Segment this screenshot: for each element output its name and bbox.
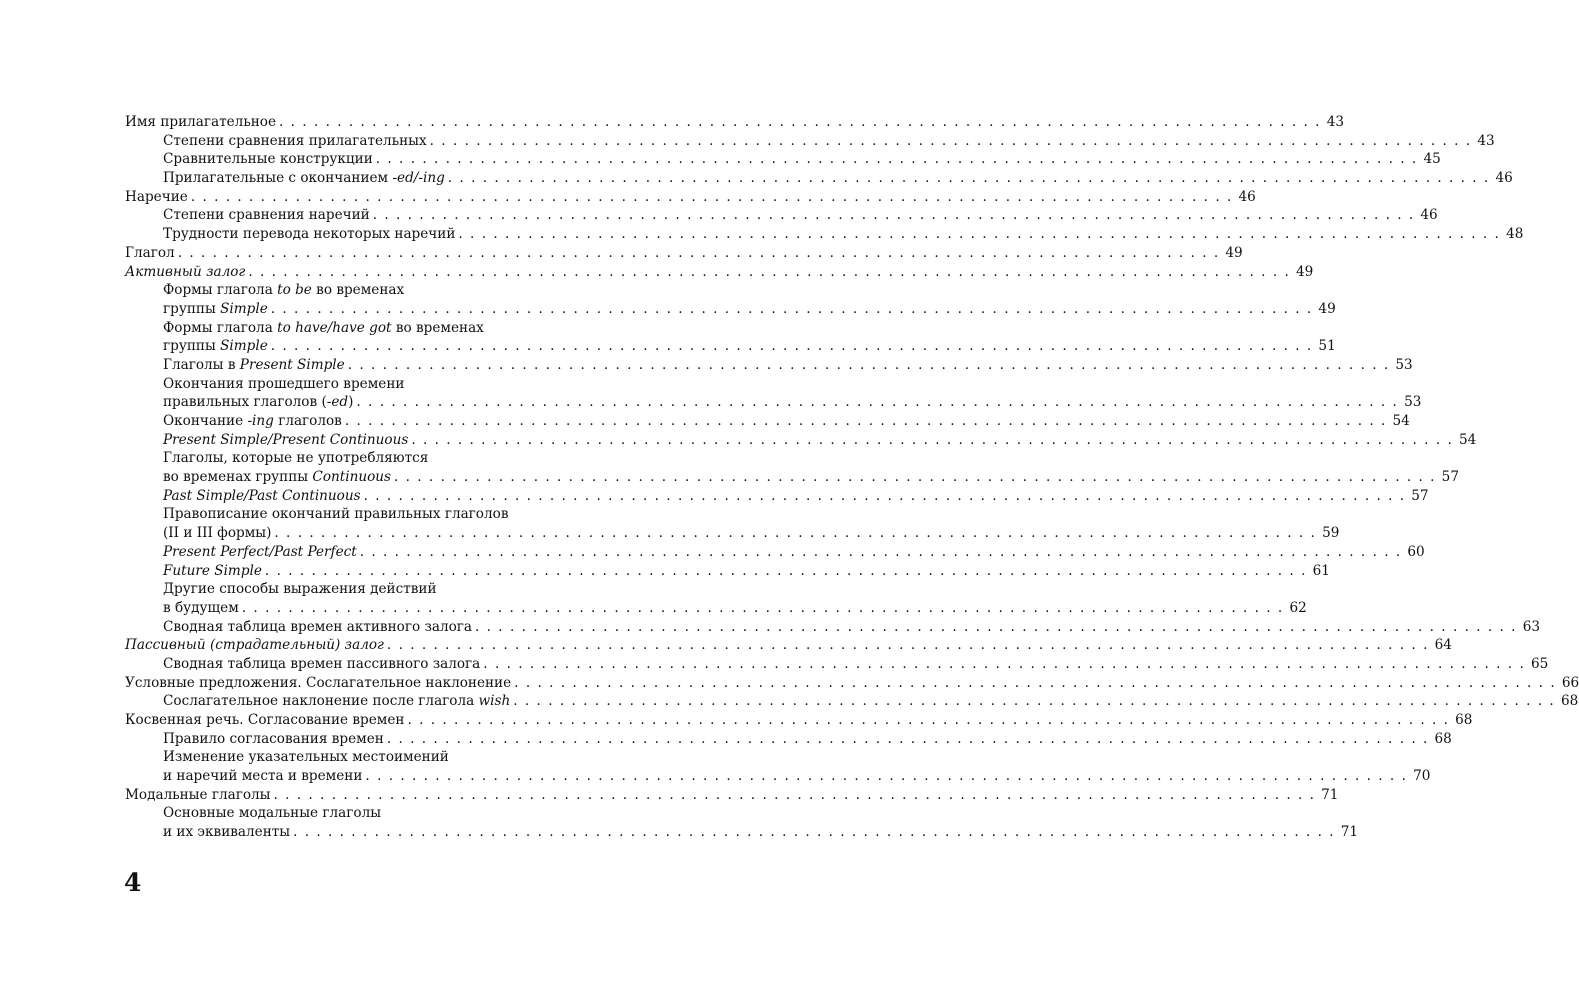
toc-entry [125, 319, 609, 338]
toc-entry-title [125, 113, 276, 132]
toc-entry-title [125, 786, 270, 805]
toc-entry-title [163, 487, 361, 506]
toc-entry-title-part: в будущем [163, 599, 239, 616]
toc-entry-page: 49 [1318, 300, 1336, 317]
toc-entry-title-part: wish [478, 693, 511, 710]
toc-entry-title-part: Simple [220, 338, 268, 355]
toc-entry [125, 636, 1452, 655]
toc-entry-page: 53 [1395, 356, 1413, 373]
toc-entry-title-part: Модальные глаголы [125, 786, 271, 803]
toc-entry-page: 46 [1238, 188, 1256, 205]
toc-entry [125, 618, 1540, 637]
toc-entry-title [163, 300, 268, 319]
toc-entry-title-part: Глаголы в [163, 356, 240, 373]
toc-entry-title [163, 412, 342, 431]
toc-entry [125, 786, 1339, 805]
toc-entry-title-part: Сравнительные конструкции [163, 151, 373, 168]
toc-entry-title [125, 188, 188, 207]
toc-entry-title-part: Сослагательное наклонение после глагола [163, 693, 479, 710]
toc-entry-title [163, 655, 480, 674]
toc-entry-page: 57 [1411, 487, 1429, 504]
toc-entry-page: 43 [1477, 132, 1495, 149]
toc-entry-page: 62 [1289, 599, 1307, 616]
toc-entry-page: 49 [1225, 244, 1243, 261]
toc-leader-dots: . . . . . . . . . . . . . . . . . . . . . . . . . . . . . . . . . . . . . . . . . . . . . . . . . . . . . . . . . . . . . . . . . . . . . . . . . . . . . . . . . . . . . . . . . . [483, 655, 1526, 672]
toc-entry-title-part: Основные модальные глаголы [163, 805, 382, 822]
toc-entry-page: 49 [1295, 263, 1314, 280]
toc-entry-title-part: (II и III формы) [163, 525, 272, 542]
toc-entry-title-part: Другие способы выражения действий [163, 581, 437, 598]
toc-leader-dots: . . . . . . . . . . . . . . . . . . . . . . . . . . . . . . . . . . . . . . . . . . . . . . . . . . . . . . . . . . . . . . . . . . . . . . . . . . . . . . . . . . . . . . . . . . [407, 712, 1450, 728]
toc-entry-title-part: ) [348, 394, 354, 411]
toc-entry-title-part: Правило согласования времен [163, 730, 384, 747]
toc-entry-title-part: Степени сравнения наречий [163, 207, 370, 224]
toc-entry-title [125, 711, 404, 730]
toc-entry-title [163, 431, 408, 450]
toc-entry [125, 244, 1243, 263]
toc-entry-page: 61 [1312, 562, 1330, 579]
toc-entry-title-part: Continuous [312, 469, 391, 486]
toc-entry-title [163, 319, 484, 338]
toc-entry [125, 692, 1579, 711]
toc-leader-dots: . . . . . . . . . . . . . . . . . . . . . . . . . . . . . . . . . . . . . . . . . . . . . . . . . . . . . . . . . . . . . . . . . . . . . . . . . . . . . . . . . . . . . . . . . . [447, 170, 1490, 187]
toc-entry-page: 54 [1392, 413, 1410, 429]
toc-entry-title [163, 150, 373, 169]
toc-leader-dots: . . . . . . . . . . . . . . . . . . . . . . . . . . . . . . . . . . . . . . . . . . . . . . . . . . . . . . . . . . . . . . . . . . . . . . . . . . . . . . . . . . . . . . . . . . [365, 768, 1408, 785]
toc-entry-title [163, 804, 381, 823]
toc-entry-title [163, 468, 391, 487]
toc-entry [125, 169, 1513, 188]
toc-entry-title-part: Пассивный (страдательный) залог [125, 637, 384, 654]
toc-entry [125, 412, 1410, 431]
toc-entry-title [163, 730, 384, 749]
toc-entry [125, 225, 1524, 244]
toc-entry-title-part: Формы глагола [163, 319, 278, 336]
toc-entry-page: 48 [1506, 226, 1524, 243]
toc-entry [125, 524, 1340, 543]
toc-entry-page: 63 [1522, 618, 1540, 635]
toc-entry-page: 46 [1495, 170, 1513, 187]
toc-leader-dots: . . . . . . . . . . . . . . . . . . . . . . . . . . . . . . . . . . . . . . . . . . . . . . . . . . . . . . . . . . . . . . . . . . . . . . . . . . . . . . . . . . . . . . . . . . [513, 693, 1556, 710]
toc-leader-dots: . . . . . . . . . . . . . . . . . . . . . . . . . . . . . . . . . . . . . . . . . . . . . . . . . . . . . . . . . . . . . . . . . . . . . . . . . . . . . . . . . . . . . . . . . . [372, 207, 1415, 224]
toc-entry-page: 65 [1530, 655, 1549, 672]
toc-entry-title-part: Формы глагола [163, 282, 278, 299]
toc-entry [125, 767, 1431, 786]
toc-leader-dots: . . . . . . . . . . . . . . . . . . . . . . . . . . . . . . . . . . . . . . . . . . . . . . . . . . . . . . . . . . . . . . . . . . . . . . . . . . . . . . . . . . . . . . . . . . [475, 618, 1517, 635]
toc-entry-title-part: группы [163, 338, 221, 355]
toc-entry [125, 711, 1473, 730]
toc-entry [125, 468, 1459, 487]
toc-entry-title-part: Глаголы, которые не употребляются [163, 450, 429, 467]
toc-entry-page: 57 [1441, 469, 1459, 486]
toc-entry-title-part: Прилагательные с окончанием [163, 170, 393, 187]
toc-entry-title-part: Имя прилагательное [125, 114, 277, 130]
toc-entry-title [163, 356, 345, 375]
toc-entry-title-part: во временах [311, 282, 405, 299]
toc-entry-title-part: -ing [247, 413, 274, 429]
toc-entry-page: 46 [1420, 207, 1438, 224]
toc-leader-dots: . . . . . . . . . . . . . . . . . . . . . . . . . . . . . . . . . . . . . . . . . . . . . . . . . . . . . . . . . . . . . . . . . . . . . . . . . . . . . . . . . . . . . . . . . . [293, 824, 1336, 841]
toc-entry-title-part: правильных глаголов ( [163, 394, 327, 411]
toc-entry [125, 748, 609, 767]
toc-entry [125, 449, 609, 468]
toc-leader-dots: . . . . . . . . . . . . . . . . . . . . . . . . . . . . . . . . . . . . . . . . . . . . . . . . . . . . . . . . . . . . . . . . . . . . . . . . . . . . . . . . . . . . . . . . . . [270, 300, 1313, 317]
toc-entry [125, 206, 1438, 225]
toc-leader-dots: . . . . . . . . . . . . . . . . . . . . . . . . . . . . . . . . . . . . . . . . . . . . . . . . . . . . . . . . . . . . . . . . . . . . . . . . . . . . . . . . . . . . . . . . . . [273, 786, 1316, 803]
toc-entry [125, 599, 1307, 618]
toc-leader-dots: . . . . . . . . . . . . . . . . . . . . . . . . . . . . . . . . . . . . . . . . . . . . . . . . . . . . . . . . . . . . . . . . . . . . . . . . . . . . . . . . . . . . . . . . . . [429, 132, 1472, 149]
toc-entry-title [163, 692, 510, 711]
toc-entry-title-part: Косвенная речь. Согласование времен [125, 712, 405, 728]
toc-entry-title [163, 823, 290, 842]
toc-leader-dots: . . . . . . . . . . . . . . . . . . . . . . . . . . . . . . . . . . . . . . . . . . . . . . . . . . . . . . . . . . . . . . . . . . . . . . . . . . . . . . . . . . . . . . . . . . [363, 487, 1406, 504]
toc-entry [125, 804, 609, 823]
toc-entry [125, 375, 609, 394]
toc-entry-title-part: Окончание [163, 413, 248, 429]
toc-leader-dots: . . . . . . . . . . . . . . . . . . . . . . . . . . . . . . . . . . . . . . . . . . . . . . . . . . . . . . . . . . . . . . . . . . . . . . . . . . . . . . . . . . . . . . . . . . [274, 525, 1317, 542]
toc-leader-dots: . . . . . . . . . . . . . . . . . . . . . . . . . . . . . . . . . . . . . . . . . . . . . . . . . . . . . . . . . . . . . . . . . . . . . . . . . . . . . . . . . . . . . . . . . . [514, 674, 1557, 691]
toc-entry-title-part: -ed/-ing [392, 170, 445, 187]
toc-leader-dots: . . . . . . . . . . . . . . . . . . . . . . . . . . . . . . . . . . . . . . . . . . . . . . . . . . . . . . . . . . . . . . . . . . . . . . . . . . . . . . . . . . . . . . . . . . [190, 188, 1233, 205]
toc-leader-dots: . . . . . . . . . . . . . . . . . . . . . . . . . . . . . . . . . . . . . . . . . . . . . . . . . . . . . . . . . . . . . . . . . . . . . . . . . . . . . . . . . . . . . . . . . . [344, 413, 1387, 429]
toc-entry-title [163, 580, 437, 599]
toc-entry-page: 54 [1458, 431, 1477, 448]
toc-entry [125, 505, 609, 524]
toc-leader-dots: . . . . . . . . . . . . . . . . . . . . . . . . . . . . . . . . . . . . . . . . . . . . . . . . . . . . . . . . . . . . . . . . . . . . . . . . . . . . . . . . . . . . . . . . . . [375, 151, 1418, 168]
toc-entry-title-part: Past Simple/Past Continuous [163, 487, 361, 504]
toc-entry-title [163, 543, 357, 562]
toc-entry-page: 68 [1434, 730, 1452, 747]
toc-entry-page: 64 [1434, 637, 1452, 654]
toc-entry-title-part: Окончания прошедшего времени [163, 375, 405, 392]
toc-leader-dots: . . . . . . . . . . . . . . . . . . . . . . . . . . . . . . . . . . . . . . . . . . . . . . . . . . . . . . . . . . . . . . . . . . . . . . . . . . . . . . . . . . . . . . . . . . [248, 263, 1291, 280]
toc-entry-page: 43 [1326, 114, 1344, 130]
toc-entry-title-part: Правописание окончаний правильных глаголов [163, 506, 509, 523]
toc-entry-page: 70 [1413, 768, 1431, 785]
toc-entry [125, 823, 1359, 842]
toc-entry [125, 562, 1330, 581]
toc-entry-title-part: во временах группы [163, 469, 313, 486]
toc-entry-title [163, 505, 508, 524]
toc-entry-title [125, 263, 245, 282]
toc-leader-dots: . . . . . . . . . . . . . . . . . . . . . . . . . . . . . . . . . . . . . . . . . . . . . . . . . . . . . . . . . . . . . . . . . . . . . . . . . . . . . . . . . . . . . . . . . . [386, 730, 1429, 747]
toc-leader-dots: . . . . . . . . . . . . . . . . . . . . . . . . . . . . . . . . . . . . . . . . . . . . . . . . . . . . . . . . . . . . . . . . . . . . . . . . . . . . . . . . . . . . . . . . . . [279, 114, 1321, 130]
toc-entry [125, 337, 1336, 356]
toc-entry-title [163, 206, 370, 225]
toc-entry-page: 66 [1561, 674, 1579, 691]
toc-entry-title-part: to be [277, 282, 312, 299]
toc-leader-dots: . . . . . . . . . . . . . . . . . . . . . . . . . . . . . . . . . . . . . . . . . . . . . . . . . . . . . . . . . . . . . . . . . . . . . . . . . . . . . . . . . . . . . . . . . . [270, 338, 1313, 355]
toc-entry-title [163, 169, 445, 188]
toc-leader-dots: . . . . . . . . . . . . . . . . . . . . . . . . . . . . . . . . . . . . . . . . . . . . . . . . . . . . . . . . . . . . . . . . . . . . . . . . . . . . . . . . . . . . . . . . . . [241, 599, 1284, 616]
toc-entry-title [163, 748, 449, 767]
toc-leader-dots: . . . . . . . . . . . . . . . . . . . . . . . . . . . . . . . . . . . . . . . . . . . . . . . . . . . . . . . . . . . . . . . . . . . . . . . . . . . . . . . . . . . . . . . . . . [264, 562, 1307, 579]
toc-entry-title-part: Наречие [125, 188, 188, 205]
toc-entry-page: 68 [1560, 693, 1579, 710]
toc-entry-title [163, 281, 404, 300]
toc-entry-title-part: Future Simple [163, 562, 262, 579]
toc-entry-page: 68 [1455, 712, 1473, 728]
toc-entry-title-part: группы [163, 300, 221, 317]
table-of-contents [125, 113, 1579, 842]
toc-entry-title-part: to have/have got [277, 319, 392, 336]
toc-entry-title [163, 524, 271, 543]
toc-entry-page: 51 [1318, 338, 1336, 355]
toc-entry [125, 730, 1452, 749]
page-number: 4 [124, 868, 142, 897]
toc-entry-title-part: Условные предложения. Сослагательное наклонение [125, 674, 512, 691]
toc-entry [125, 431, 1477, 450]
toc-entry [125, 674, 1579, 693]
toc-entry [125, 188, 1256, 207]
toc-entry-title-part: Present Simple [239, 356, 345, 373]
toc-entry [125, 300, 1336, 319]
toc-entry-title [163, 225, 455, 244]
toc-entry-title-part: Степени сравнения прилагательных [163, 132, 427, 149]
toc-entry [125, 150, 1441, 169]
toc-entry-title-part: во временах [391, 319, 484, 336]
toc-entry-title [163, 562, 262, 581]
toc-entry-title [163, 767, 362, 786]
toc-entry-title [163, 375, 404, 394]
toc-entry [125, 356, 1413, 375]
toc-entry [125, 263, 1314, 282]
toc-leader-dots: . . . . . . . . . . . . . . . . . . . . . . . . . . . . . . . . . . . . . . . . . . . . . . . . . . . . . . . . . . . . . . . . . . . . . . . . . . . . . . . . . . . . . . . . . . [347, 356, 1390, 373]
toc-entry-title [125, 636, 384, 655]
toc-entry-title-part: Активный залог [125, 263, 246, 280]
toc-entry-title [163, 337, 268, 356]
toc-entry-title-part: -ed [326, 394, 349, 411]
toc-entry [125, 393, 1422, 412]
toc-entry-title [163, 132, 427, 151]
toc-entry-page: 71 [1321, 786, 1339, 803]
toc-entry [125, 113, 1344, 132]
toc-leader-dots: . . . . . . . . . . . . . . . . . . . . . . . . . . . . . . . . . . . . . . . . . . . . . . . . . . . . . . . . . . . . . . . . . . . . . . . . . . . . . . . . . . . . . . . . . . [356, 394, 1399, 411]
toc-entry [125, 543, 1425, 562]
toc-entry-title-part: Present Simple/Present Continuous [163, 431, 409, 448]
toc-entry-title-part: и наречий места и времени [163, 768, 363, 785]
toc-entry [125, 487, 1429, 506]
toc-entry-title-part: Present Perfect/Past Perfect [163, 543, 357, 560]
toc-entry-title [163, 618, 472, 637]
toc-entry [125, 132, 1495, 151]
toc-entry-title-part: и их эквиваленты [163, 824, 291, 841]
toc-entry-title-part: Изменение указательных местоимений [163, 749, 449, 766]
toc-entry-title [163, 599, 239, 618]
toc-entry-title [163, 449, 428, 468]
toc-leader-dots: . . . . . . . . . . . . . . . . . . . . . . . . . . . . . . . . . . . . . . . . . . . . . . . . . . . . . . . . . . . . . . . . . . . . . . . . . . . . . . . . . . . . . . . . . . [359, 543, 1402, 560]
toc-leader-dots: . . . . . . . . . . . . . . . . . . . . . . . . . . . . . . . . . . . . . . . . . . . . . . . . . . . . . . . . . . . . . . . . . . . . . . . . . . . . . . . . . . . . . . . . . . [177, 244, 1220, 261]
toc-entry-page: 59 [1322, 525, 1340, 542]
toc-entry-page: 53 [1404, 394, 1422, 411]
toc-entry-title [125, 674, 511, 693]
toc-entry [125, 655, 1549, 674]
toc-entry [125, 281, 609, 300]
toc-entry-title [125, 244, 175, 263]
toc-entry-title-part: Simple [220, 300, 268, 317]
toc-entry-title [163, 393, 353, 412]
toc-entry [125, 580, 609, 599]
toc-entry-title-part: Сводная таблица времен пассивного залога [163, 655, 481, 672]
toc-entry-page: 45 [1423, 151, 1441, 168]
toc-leader-dots: . . . . . . . . . . . . . . . . . . . . . . . . . . . . . . . . . . . . . . . . . . . . . . . . . . . . . . . . . . . . . . . . . . . . . . . . . . . . . . . . . . . . . . . . . . [394, 469, 1436, 486]
toc-leader-dots: . . . . . . . . . . . . . . . . . . . . . . . . . . . . . . . . . . . . . . . . . . . . . . . . . . . . . . . . . . . . . . . . . . . . . . . . . . . . . . . . . . . . . . . . . . [386, 637, 1429, 654]
toc-leader-dots: . . . . . . . . . . . . . . . . . . . . . . . . . . . . . . . . . . . . . . . . . . . . . . . . . . . . . . . . . . . . . . . . . . . . . . . . . . . . . . . . . . . . . . . . . . [458, 226, 1501, 243]
toc-entry-title-part: Глагол [125, 244, 175, 261]
toc-entry-title-part: Сводная таблица времен активного залога [163, 618, 473, 635]
toc-entry-title-part: глаголов [273, 413, 342, 429]
toc-entry-page: 71 [1340, 824, 1359, 841]
toc-leader-dots: . . . . . . . . . . . . . . . . . . . . . . . . . . . . . . . . . . . . . . . . . . . . . . . . . . . . . . . . . . . . . . . . . . . . . . . . . . . . . . . . . . . . . . . . . . [411, 431, 1454, 448]
toc-entry-title-part: Трудности перевода некоторых наречий [163, 226, 456, 243]
toc-entry-page: 60 [1407, 543, 1425, 560]
